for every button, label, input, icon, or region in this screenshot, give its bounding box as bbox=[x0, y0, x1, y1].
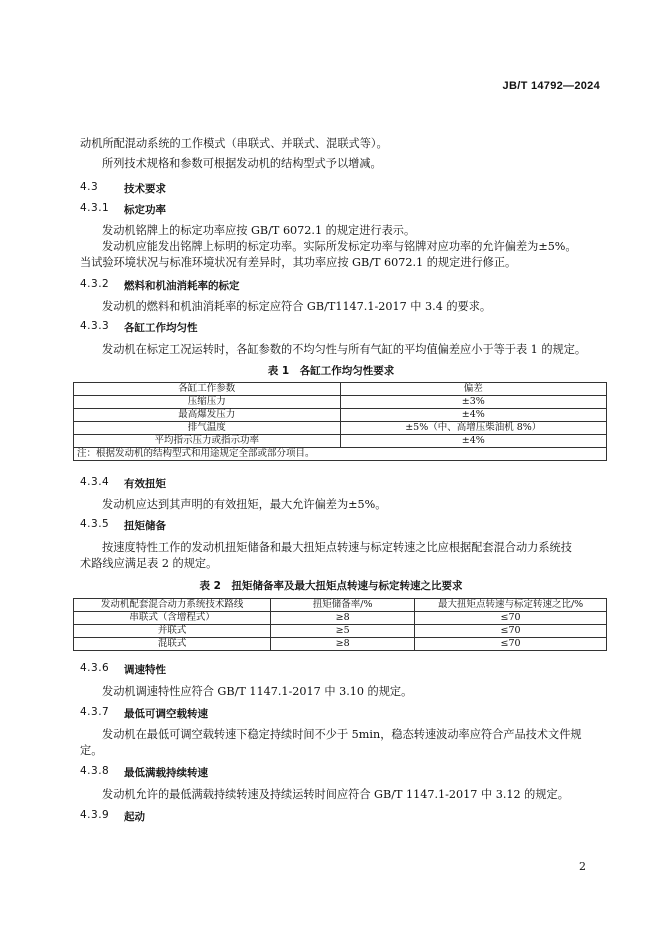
table-row bbox=[74, 435, 607, 448]
heading-number: 4.3.8 bbox=[80, 765, 110, 777]
heading-title: 调速特性 bbox=[124, 664, 166, 676]
heading-number: 4.3.2 bbox=[80, 278, 110, 290]
heading-title: 起动 bbox=[124, 811, 145, 823]
table-cell: ±4% bbox=[340, 409, 607, 422]
table-cell: ≥8 bbox=[271, 612, 415, 625]
table-cell: ±4% bbox=[340, 435, 607, 448]
table-row bbox=[74, 612, 607, 625]
table-cell: 平均指示压力或指示功率 bbox=[74, 435, 341, 448]
table-2 bbox=[73, 598, 607, 651]
table-1 bbox=[73, 382, 607, 461]
table-cell: ≤70 bbox=[415, 612, 607, 625]
table-cell: ±3% bbox=[340, 396, 607, 409]
heading-4-3-9 bbox=[80, 809, 145, 824]
table-2-caption: 表 2 扭矩储备率及最大扭矩点转速与标定转速之比要求 bbox=[199, 580, 463, 592]
heading-4-3-1 bbox=[80, 202, 166, 217]
table-cell: 排气温度 bbox=[74, 422, 341, 435]
paragraph: 术路线应满足表 2 的规定。 bbox=[80, 557, 218, 570]
paragraph: 发动机在最低可调空载转速下稳定持续时间不少于 5min，稳态转速波动率应符合产品技术文件规 bbox=[102, 728, 582, 741]
heading-title: 各缸工作均匀性 bbox=[124, 322, 198, 334]
table-header-cell: 最大扭矩点转速与标定转速之比/% bbox=[415, 599, 607, 612]
heading-number: 4.3.7 bbox=[80, 706, 110, 718]
heading-title: 扭矩储备 bbox=[124, 520, 166, 532]
paragraph: 发动机在标定工况运转时，各缸参数的不均匀性与所有气缸的平均值偏差应小于等于表 1 的规定。 bbox=[102, 343, 587, 356]
paragraph: 发动机允许的最低满载持续转速及持续运转时间应符合 GB/T 1147.1-2017 中 3.12 的规定。 bbox=[102, 788, 569, 801]
table-cell: ≤70 bbox=[415, 638, 607, 651]
table-header-cell: 偏差 bbox=[340, 383, 607, 396]
table-1-caption: 表 1 各缸工作均匀性要求 bbox=[267, 365, 395, 377]
heading-title: 标定功率 bbox=[124, 204, 166, 216]
intro-line-1: 动机所配混动系统的工作模式（串联式、并联式、混联式等）。 bbox=[80, 137, 388, 150]
heading-number: 4.3.3 bbox=[80, 320, 110, 332]
heading-number: 4.3.9 bbox=[80, 809, 110, 821]
heading-title: 最低可调空载转速 bbox=[124, 708, 208, 720]
table-cell: 串联式（含增程式） bbox=[74, 612, 271, 625]
table-row bbox=[74, 625, 607, 638]
table-header-cell: 扭矩储备率/% bbox=[271, 599, 415, 612]
paragraph: 发动机应能发出铭牌上标明的标定功率。实际所发标定功率与铭牌对应功率的允许偏差为±5%。 bbox=[102, 240, 577, 253]
table-row bbox=[74, 638, 607, 651]
heading-4-3-8 bbox=[80, 765, 208, 780]
table-note: 注：根据发动机的结构型式和用途规定全部或部分项目。 bbox=[74, 448, 607, 461]
standard-code-header: JB/T 14792—2024 bbox=[502, 80, 600, 92]
heading-4-3-7 bbox=[80, 706, 208, 721]
table-header-cell: 各缸工作参数 bbox=[74, 383, 341, 396]
paragraph: 当试验环境状况与标准环境状况有差异时，其功率应按 GB/T 6072.1 的规定进行修正。 bbox=[80, 256, 517, 269]
table-header-row bbox=[74, 599, 607, 612]
table-cell: 并联式 bbox=[74, 625, 271, 638]
table-cell: ≥5 bbox=[271, 625, 415, 638]
heading-4-3-2 bbox=[80, 278, 240, 293]
heading-4-3-4 bbox=[80, 476, 166, 491]
table-cell: ±5%（中、高增压柴油机 8%） bbox=[340, 422, 607, 435]
intro-line-2: 所列技术规格和参数可根据发动机的结构型式予以增减。 bbox=[102, 157, 382, 170]
heading-number: 4.3.4 bbox=[80, 476, 110, 488]
heading-title: 技术要求 bbox=[124, 183, 166, 195]
paragraph: 定。 bbox=[80, 744, 103, 757]
heading-title: 燃料和机油消耗率的标定 bbox=[124, 280, 240, 292]
table-cell: ≥8 bbox=[271, 638, 415, 651]
heading-4-3-6 bbox=[80, 662, 166, 677]
heading-4-3-3 bbox=[80, 320, 198, 335]
table-cell: 最高爆发压力 bbox=[74, 409, 341, 422]
paragraph: 发动机的燃料和机油消耗率的标定应符合 GB/T1147.1-2017 中 3.4 的要求。 bbox=[102, 300, 492, 313]
heading-4-3 bbox=[80, 181, 166, 196]
table-cell: 混联式 bbox=[74, 638, 271, 651]
table-header-row bbox=[74, 383, 607, 396]
table-cell: ≤70 bbox=[415, 625, 607, 638]
paragraph: 发动机应达到其声明的有效扭矩，最大允许偏差为±5%。 bbox=[102, 498, 387, 511]
heading-number: 4.3.1 bbox=[80, 202, 110, 214]
table-row bbox=[74, 396, 607, 409]
paragraph: 发动机铭牌上的标定功率应按 GB/T 6072.1 的规定进行表示。 bbox=[102, 224, 416, 237]
table-row bbox=[74, 422, 607, 435]
table-header-cell: 发动机配套混合动力系统技术路线 bbox=[74, 599, 271, 612]
table-cell: 压缩压力 bbox=[74, 396, 341, 409]
table-row bbox=[74, 409, 607, 422]
table-note-row bbox=[74, 448, 607, 461]
heading-title: 最低满载持续转速 bbox=[124, 767, 208, 779]
heading-4-3-5 bbox=[80, 518, 166, 533]
paragraph: 按速度特性工作的发动机扭矩储备和最大扭矩点转速与标定转速之比应根据配套混合动力系统技 bbox=[102, 541, 572, 554]
heading-title: 有效扭矩 bbox=[124, 478, 166, 490]
paragraph: 发动机调速特性应符合 GB/T 1147.1-2017 中 3.10 的规定。 bbox=[102, 685, 413, 698]
page-number: 2 bbox=[579, 860, 586, 873]
heading-number: 4.3.5 bbox=[80, 518, 110, 530]
heading-number: 4.3.6 bbox=[80, 662, 110, 674]
heading-number: 4.3 bbox=[80, 181, 99, 193]
